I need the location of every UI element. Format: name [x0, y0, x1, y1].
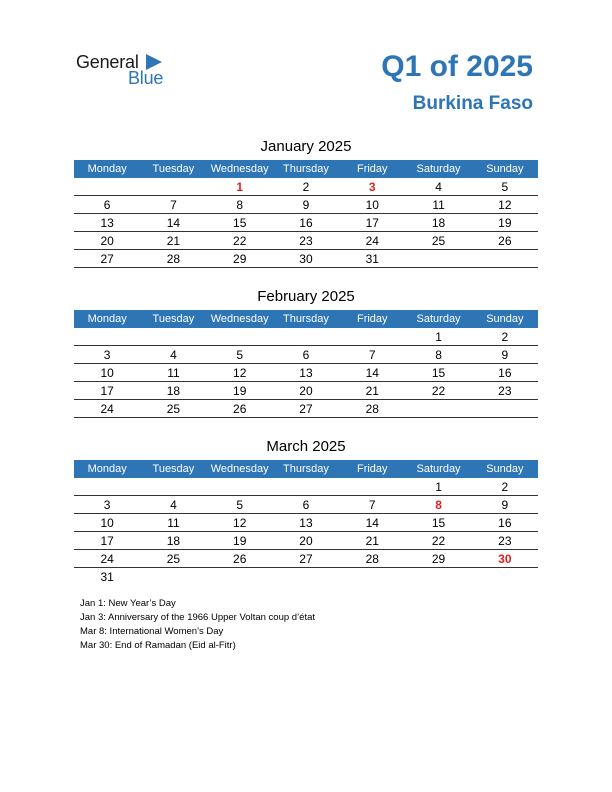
week-row — [74, 382, 538, 400]
weekday-header-row — [74, 460, 538, 478]
week-row — [74, 478, 538, 496]
week-row — [74, 364, 538, 382]
week-row — [74, 250, 538, 268]
day-cell: 11 — [140, 364, 206, 382]
holiday-note: Mar 8: International Women’s Day — [80, 626, 224, 637]
day-cell: 28 — [339, 550, 405, 568]
day-cell: 21 — [339, 532, 405, 550]
day-cell: 8 — [405, 496, 471, 514]
empty-day-cell — [74, 328, 140, 346]
weekday-header: Monday — [74, 160, 140, 178]
day-cell: 8 — [405, 346, 471, 364]
day-cell: 14 — [339, 364, 405, 382]
day-cell: 1 — [207, 178, 273, 196]
weekday-header: Monday — [74, 460, 140, 478]
day-cell: 8 — [207, 196, 273, 214]
calendar-body — [74, 328, 538, 418]
holiday-note: Jan 3: Anniversary of the 1966 Upper Voltan coup d’état — [80, 612, 316, 623]
week-row — [74, 550, 538, 568]
day-cell: 2 — [472, 328, 538, 346]
day-cell: 29 — [207, 250, 273, 268]
day-cell: 17 — [339, 214, 405, 232]
empty-day-cell — [207, 568, 273, 586]
weekday-header: Wednesday — [207, 310, 273, 328]
empty-day-cell — [140, 568, 206, 586]
day-cell: 9 — [273, 196, 339, 214]
weekday-header: Tuesday — [140, 460, 206, 478]
day-cell: 9 — [472, 346, 538, 364]
day-cell: 7 — [339, 496, 405, 514]
country-name: Burkina Faso — [412, 93, 533, 114]
day-cell: 16 — [472, 364, 538, 382]
weekday-header: Friday — [339, 310, 405, 328]
day-cell: 29 — [405, 550, 471, 568]
day-cell: 26 — [207, 550, 273, 568]
day-cell: 19 — [207, 382, 273, 400]
day-cell: 31 — [100, 569, 114, 584]
month-january — [74, 138, 538, 268]
day-cell: 17 — [74, 532, 140, 550]
day-cell: 2 — [273, 178, 339, 196]
empty-day-cell — [405, 568, 471, 586]
week-row — [74, 328, 538, 346]
month-title: January 2025 — [260, 138, 352, 155]
page-title: Q1 of 2025 — [381, 50, 533, 83]
empty-day-cell — [405, 250, 471, 268]
weekday-header-row — [74, 310, 538, 328]
weekday-header: Wednesday — [207, 160, 273, 178]
calendar-body — [74, 478, 538, 585]
day-cell: 10 — [74, 364, 140, 382]
day-cell: 14 — [140, 214, 206, 232]
day-cell: 25 — [405, 232, 471, 250]
weekday-header: Saturday — [405, 460, 471, 478]
day-cell: 7 — [339, 346, 405, 364]
day-cell: 22 — [405, 382, 471, 400]
empty-day-cell — [74, 178, 140, 196]
day-cell: 13 — [273, 514, 339, 532]
day-cell: 20 — [273, 532, 339, 550]
day-cell: 15 — [207, 214, 273, 232]
day-cell: 6 — [273, 346, 339, 364]
empty-day-cell — [140, 328, 206, 346]
weekday-header: Sunday — [472, 160, 538, 178]
holiday-note: Jan 1: New Year’s Day — [80, 598, 176, 609]
weekday-header: Tuesday — [140, 310, 206, 328]
day-cell: 26 — [207, 400, 273, 418]
day-cell: 16 — [472, 514, 538, 532]
day-cell: 23 — [472, 382, 538, 400]
day-cell: 18 — [140, 382, 206, 400]
empty-day-cell — [405, 400, 471, 418]
day-cell: 7 — [140, 196, 206, 214]
day-cell: 16 — [273, 214, 339, 232]
logo — [76, 52, 186, 92]
day-cell: 21 — [140, 232, 206, 250]
day-cell: 27 — [273, 400, 339, 418]
day-cell: 13 — [74, 214, 140, 232]
logo-general-text: General — [76, 52, 139, 72]
calendar-table — [74, 460, 538, 585]
empty-day-cell — [472, 400, 538, 418]
empty-day-cell — [339, 478, 405, 496]
empty-day-cell — [140, 178, 206, 196]
day-cell: 10 — [74, 514, 140, 532]
weekday-header: Friday — [339, 160, 405, 178]
day-cell: 24 — [74, 400, 140, 418]
day-cell: 12 — [207, 514, 273, 532]
day-cell: 22 — [207, 232, 273, 250]
calendar-table — [74, 160, 538, 268]
day-cell: 23 — [273, 232, 339, 250]
day-cell: 5 — [472, 178, 538, 196]
week-row — [74, 400, 538, 418]
day-cell: 4 — [140, 496, 206, 514]
weekday-header: Monday — [74, 310, 140, 328]
day-cell: 20 — [74, 232, 140, 250]
weekday-header: Friday — [339, 460, 405, 478]
day-cell: 30 — [273, 250, 339, 268]
day-cell: 15 — [405, 364, 471, 382]
day-cell: 3 — [339, 178, 405, 196]
day-cell: 5 — [207, 346, 273, 364]
holiday-notes — [80, 597, 315, 653]
day-cell: 28 — [339, 400, 405, 418]
day-cell: 24 — [74, 550, 140, 568]
month-title: March 2025 — [266, 438, 346, 455]
weekday-header: Thursday — [273, 310, 339, 328]
week-row — [74, 178, 538, 196]
weekday-header: Thursday — [273, 460, 339, 478]
day-cell: 27 — [273, 550, 339, 568]
weekday-header: Thursday — [273, 160, 339, 178]
weekday-header-row — [74, 160, 538, 178]
day-cell: 19 — [472, 214, 538, 232]
weekday-header: Wednesday — [207, 460, 273, 478]
day-cell: 3 — [74, 496, 140, 514]
day-cell: 26 — [472, 232, 538, 250]
empty-day-cell — [74, 478, 140, 496]
empty-day-cell — [207, 478, 273, 496]
day-cell: 6 — [273, 496, 339, 514]
day-cell: 2 — [472, 478, 538, 496]
day-cell: 11 — [140, 514, 206, 532]
day-cell: 3 — [74, 346, 140, 364]
week-row — [74, 214, 538, 232]
day-cell: 30 — [472, 550, 538, 568]
day-cell: 19 — [207, 532, 273, 550]
empty-day-cell — [472, 568, 538, 586]
holiday-note: Mar 30: End of Ramadan (Eid al-Fitr) — [80, 640, 236, 651]
day-cell: 31 — [339, 250, 405, 268]
day-cell: 22 — [405, 532, 471, 550]
day-cell: 21 — [339, 382, 405, 400]
weekday-header: Saturday — [405, 310, 471, 328]
day-cell: 12 — [207, 364, 273, 382]
week-row — [74, 496, 538, 514]
day-cell: 13 — [273, 364, 339, 382]
empty-day-cell — [273, 568, 339, 586]
day-cell: 5 — [207, 496, 273, 514]
logo-blue-text: Blue — [128, 68, 164, 88]
weekday-header: Sunday — [472, 460, 538, 478]
day-cell: 20 — [273, 382, 339, 400]
calendar-table — [74, 310, 538, 418]
month-march — [74, 438, 538, 585]
month-title: February 2025 — [257, 288, 355, 305]
day-cell: 24 — [339, 232, 405, 250]
weekday-header: Tuesday — [140, 160, 206, 178]
day-cell: 10 — [339, 196, 405, 214]
weekday-header: Saturday — [405, 160, 471, 178]
day-cell: 4 — [140, 346, 206, 364]
month-february — [74, 288, 538, 418]
day-cell: 18 — [140, 532, 206, 550]
day-cell: 17 — [74, 382, 140, 400]
day-cell: 25 — [140, 400, 206, 418]
empty-day-cell — [207, 328, 273, 346]
day-cell: 1 — [405, 328, 471, 346]
week-row — [74, 196, 538, 214]
day-cell: 28 — [140, 250, 206, 268]
day-cell: 4 — [405, 178, 471, 196]
week-row — [74, 568, 538, 586]
empty-day-cell — [339, 328, 405, 346]
day-cell: 11 — [405, 196, 471, 214]
day-cell: 27 — [74, 250, 140, 268]
day-cell: 12 — [472, 196, 538, 214]
empty-day-cell — [339, 568, 405, 586]
empty-day-cell — [273, 478, 339, 496]
empty-day-cell — [273, 328, 339, 346]
day-cell: 25 — [140, 550, 206, 568]
weekday-header: Sunday — [472, 310, 538, 328]
week-row — [74, 232, 538, 250]
day-cell: 14 — [339, 514, 405, 532]
day-cell: 18 — [405, 214, 471, 232]
day-cell: 1 — [405, 478, 471, 496]
day-cell: 6 — [74, 196, 140, 214]
week-row — [74, 532, 538, 550]
empty-day-cell — [140, 478, 206, 496]
day-cell: 9 — [472, 496, 538, 514]
week-row — [74, 514, 538, 532]
empty-day-cell — [472, 250, 538, 268]
calendar-body — [74, 178, 538, 268]
day-cell: 23 — [472, 532, 538, 550]
week-row — [74, 346, 538, 364]
day-cell: 15 — [405, 514, 471, 532]
